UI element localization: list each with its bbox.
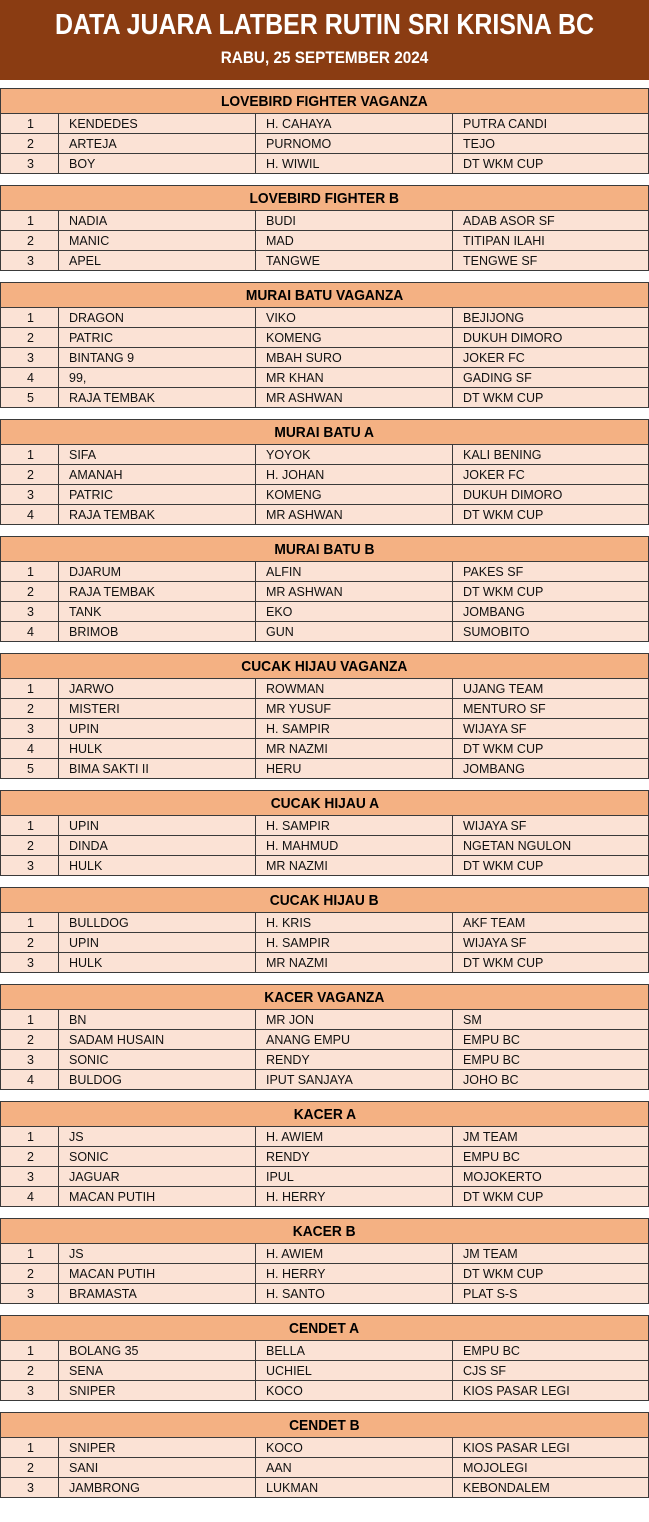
rank-cell: 3 — [1, 602, 59, 622]
team-cell: AKF TEAM — [453, 913, 649, 933]
bird-name-cell: JAMBRONG — [59, 1478, 256, 1498]
bird-name-cell: SONIC — [59, 1147, 256, 1167]
owner-cell: LUKMAN — [256, 1478, 453, 1498]
bird-name-cell: SNIPER — [59, 1381, 256, 1401]
owner-cell: AAN — [256, 1458, 453, 1478]
category-title — [1, 654, 649, 679]
rank-cell: 1 — [1, 1010, 59, 1030]
table-row — [1, 1284, 649, 1304]
table-row — [1, 465, 649, 485]
rank-cell: 1 — [1, 1127, 59, 1147]
team-cell: WIJAYA SF — [453, 933, 649, 953]
owner-cell: BELLA — [256, 1341, 453, 1361]
table-row — [1, 759, 649, 779]
bird-name-cell: TANK — [59, 602, 256, 622]
category-section — [0, 419, 649, 525]
rank-cell: 3 — [1, 1381, 59, 1401]
bird-name-cell: SADAM HUSAIN — [59, 1030, 256, 1050]
rank-cell: 3 — [1, 1050, 59, 1070]
results-table — [0, 1101, 649, 1207]
team-cell: DT WKM CUP — [453, 1264, 649, 1284]
team-cell: DT WKM CUP — [453, 953, 649, 973]
category-section — [0, 1218, 649, 1304]
owner-cell: H. SAMPIR — [256, 816, 453, 836]
table-row — [1, 1244, 649, 1264]
team-cell: JOMBANG — [453, 759, 649, 779]
results-table — [0, 282, 649, 408]
rank-cell: 4 — [1, 622, 59, 642]
team-cell: JOKER FC — [453, 348, 649, 368]
category-title-text: KACER VAGANZA — [264, 988, 385, 1006]
owner-cell: HERU — [256, 759, 453, 779]
table-row — [1, 1438, 649, 1458]
category-title-text: CUCAK HIJAU VAGANZA — [241, 657, 408, 675]
team-cell: JOHO BC — [453, 1070, 649, 1090]
bird-name-cell: JS — [59, 1127, 256, 1147]
bird-name-cell: BRAMASTA — [59, 1284, 256, 1304]
category-section — [0, 1315, 649, 1401]
rank-cell: 2 — [1, 1458, 59, 1478]
bird-name-cell: DINDA — [59, 836, 256, 856]
owner-cell: KOMENG — [256, 328, 453, 348]
rank-cell: 3 — [1, 251, 59, 271]
owner-cell: H. AWIEM — [256, 1127, 453, 1147]
bird-name-cell: DRAGON — [59, 308, 256, 328]
category-title-text: LOVEBIRD FIGHTER B — [249, 189, 400, 207]
category-title — [1, 791, 649, 816]
bird-name-cell: DJARUM — [59, 562, 256, 582]
team-cell: PUTRA CANDI — [453, 114, 649, 134]
table-row — [1, 1187, 649, 1207]
rank-cell: 3 — [1, 348, 59, 368]
rank-cell: 3 — [1, 1167, 59, 1187]
table-row — [1, 388, 649, 408]
owner-cell: RENDY — [256, 1147, 453, 1167]
bird-name-cell: SONIC — [59, 1050, 256, 1070]
table-row — [1, 1458, 649, 1478]
results-table — [0, 653, 649, 779]
rank-cell: 4 — [1, 739, 59, 759]
bird-name-cell: BINTANG 9 — [59, 348, 256, 368]
bird-name-cell: PATRIC — [59, 485, 256, 505]
rank-cell: 3 — [1, 485, 59, 505]
owner-cell: H. JOHAN — [256, 465, 453, 485]
category-title-text: KACER A — [293, 1105, 356, 1123]
results-table — [0, 536, 649, 642]
owner-cell: KOMENG — [256, 485, 453, 505]
rank-cell: 4 — [1, 368, 59, 388]
rank-cell: 1 — [1, 913, 59, 933]
team-cell: MENTURO SF — [453, 699, 649, 719]
table-row — [1, 1127, 649, 1147]
team-cell: PAKES SF — [453, 562, 649, 582]
team-cell: DT WKM CUP — [453, 1187, 649, 1207]
owner-cell: UCHIEL — [256, 1361, 453, 1381]
team-cell: JOMBANG — [453, 602, 649, 622]
table-row — [1, 602, 649, 622]
table-row — [1, 816, 649, 836]
bird-name-cell: HULK — [59, 739, 256, 759]
rank-cell: 1 — [1, 1438, 59, 1458]
table-row — [1, 1341, 649, 1361]
team-cell: DUKUH DIMORO — [453, 485, 649, 505]
team-cell: SM — [453, 1010, 649, 1030]
bird-name-cell: BULDOG — [59, 1070, 256, 1090]
team-cell: MOJOLEGI — [453, 1458, 649, 1478]
table-row — [1, 348, 649, 368]
team-cell: MOJOKERTO — [453, 1167, 649, 1187]
category-section — [0, 1101, 649, 1207]
owner-cell: MR ASHWAN — [256, 505, 453, 525]
owner-cell: IPUT SANJAYA — [256, 1070, 453, 1090]
bird-name-cell: MISTERI — [59, 699, 256, 719]
team-cell: WIJAYA SF — [453, 719, 649, 739]
rank-cell: 2 — [1, 1147, 59, 1167]
bird-name-cell: JS — [59, 1244, 256, 1264]
rank-cell: 1 — [1, 1341, 59, 1361]
owner-cell: H. HERRY — [256, 1264, 453, 1284]
team-cell: JM TEAM — [453, 1127, 649, 1147]
owner-cell: VIKO — [256, 308, 453, 328]
category-section — [0, 1412, 649, 1498]
rank-cell: 1 — [1, 816, 59, 836]
rank-cell: 1 — [1, 679, 59, 699]
rank-cell: 1 — [1, 1244, 59, 1264]
rank-cell: 2 — [1, 134, 59, 154]
results-table — [0, 790, 649, 876]
table-row — [1, 913, 649, 933]
results-table — [0, 88, 649, 174]
table-row — [1, 1050, 649, 1070]
rank-cell: 4 — [1, 1070, 59, 1090]
table-row — [1, 679, 649, 699]
category-title — [1, 283, 649, 308]
owner-cell: MR NAZMI — [256, 856, 453, 876]
owner-cell: ANANG EMPU — [256, 1030, 453, 1050]
team-cell: PLAT S-S — [453, 1284, 649, 1304]
rank-cell: 1 — [1, 445, 59, 465]
team-cell: TITIPAN ILAHI — [453, 231, 649, 251]
category-title — [1, 985, 649, 1010]
owner-cell: BUDI — [256, 211, 453, 231]
rank-cell: 3 — [1, 1284, 59, 1304]
results-list — [0, 88, 649, 1509]
bird-name-cell: ARTEJA — [59, 134, 256, 154]
bird-name-cell: SIFA — [59, 445, 256, 465]
owner-cell: MAD — [256, 231, 453, 251]
category-title — [1, 888, 649, 913]
rank-cell: 1 — [1, 308, 59, 328]
results-table — [0, 1315, 649, 1401]
rank-cell: 2 — [1, 582, 59, 602]
owner-cell: ALFIN — [256, 562, 453, 582]
owner-cell: H. MAHMUD — [256, 836, 453, 856]
category-title — [1, 1316, 649, 1341]
bird-name-cell: AMANAH — [59, 465, 256, 485]
table-row — [1, 582, 649, 602]
table-row — [1, 368, 649, 388]
owner-cell: H. SAMPIR — [256, 933, 453, 953]
category-title-text: CUCAK HIJAU B — [270, 891, 379, 909]
rank-cell: 2 — [1, 465, 59, 485]
team-cell: ADAB ASOR SF — [453, 211, 649, 231]
team-cell: JOKER FC — [453, 465, 649, 485]
category-title — [1, 89, 649, 114]
page-date: RABU, 25 SEPTEMBER 2024 — [220, 48, 429, 67]
team-cell: EMPU BC — [453, 1147, 649, 1167]
bird-name-cell: UPIN — [59, 816, 256, 836]
owner-cell: MR JON — [256, 1010, 453, 1030]
owner-cell: H. AWIEM — [256, 1244, 453, 1264]
table-row — [1, 211, 649, 231]
owner-cell: RENDY — [256, 1050, 453, 1070]
owner-cell: MR KHAN — [256, 368, 453, 388]
bird-name-cell: SANI — [59, 1458, 256, 1478]
results-table — [0, 185, 649, 271]
category-title-text: LOVEBIRD FIGHTER VAGANZA — [221, 92, 428, 110]
rank-cell: 2 — [1, 1030, 59, 1050]
bird-name-cell: BN — [59, 1010, 256, 1030]
rank-cell: 4 — [1, 505, 59, 525]
table-row — [1, 154, 649, 174]
team-cell: UJANG TEAM — [453, 679, 649, 699]
bird-name-cell: PATRIC — [59, 328, 256, 348]
rank-cell: 2 — [1, 1361, 59, 1381]
results-table — [0, 419, 649, 525]
bird-name-cell: RAJA TEMBAK — [59, 505, 256, 525]
table-row — [1, 445, 649, 465]
category-section — [0, 185, 649, 271]
rank-cell: 4 — [1, 1187, 59, 1207]
bird-name-cell: BIMA SAKTI II — [59, 759, 256, 779]
team-cell: EMPU BC — [453, 1341, 649, 1361]
team-cell: DT WKM CUP — [453, 582, 649, 602]
category-section — [0, 282, 649, 408]
category-title-text: KACER B — [293, 1222, 356, 1240]
team-cell: EMPU BC — [453, 1030, 649, 1050]
team-cell: TEJO — [453, 134, 649, 154]
category-title — [1, 537, 649, 562]
bird-name-cell: KENDEDES — [59, 114, 256, 134]
bird-name-cell: RAJA TEMBAK — [59, 388, 256, 408]
category-section — [0, 790, 649, 876]
category-title-text: CENDET B — [289, 1416, 360, 1434]
team-cell: BEJIJONG — [453, 308, 649, 328]
rank-cell: 2 — [1, 328, 59, 348]
category-section — [0, 88, 649, 174]
bird-name-cell: NADIA — [59, 211, 256, 231]
table-row — [1, 953, 649, 973]
table-row — [1, 114, 649, 134]
rank-cell: 2 — [1, 836, 59, 856]
owner-cell: MR NAZMI — [256, 739, 453, 759]
owner-cell: IPUL — [256, 1167, 453, 1187]
table-row — [1, 505, 649, 525]
owner-cell: H. SAMPIR — [256, 719, 453, 739]
team-cell: DT WKM CUP — [453, 505, 649, 525]
category-title — [1, 1413, 649, 1438]
team-cell: DT WKM CUP — [453, 856, 649, 876]
owner-cell: H. KRIS — [256, 913, 453, 933]
owner-cell: PURNOMO — [256, 134, 453, 154]
rank-cell: 3 — [1, 856, 59, 876]
rank-cell: 5 — [1, 388, 59, 408]
table-row — [1, 699, 649, 719]
category-title — [1, 1219, 649, 1244]
team-cell: DUKUH DIMORO — [453, 328, 649, 348]
category-title-text: CUCAK HIJAU A — [270, 794, 379, 812]
table-row — [1, 1070, 649, 1090]
page-title: DATA JUARA LATBER RUTIN SRI KRISNA BC — [55, 9, 594, 41]
table-row — [1, 1361, 649, 1381]
category-title-text: MURAI BATU VAGANZA — [245, 286, 404, 304]
owner-cell: GUN — [256, 622, 453, 642]
team-cell: GADING SF — [453, 368, 649, 388]
category-section — [0, 887, 649, 973]
table-row — [1, 719, 649, 739]
bird-name-cell: RAJA TEMBAK — [59, 582, 256, 602]
rank-cell: 2 — [1, 933, 59, 953]
table-row — [1, 1030, 649, 1050]
team-cell: DT WKM CUP — [453, 154, 649, 174]
table-row — [1, 1167, 649, 1187]
team-cell: KALI BENING — [453, 445, 649, 465]
page-header — [0, 0, 649, 80]
owner-cell: H. WIWIL — [256, 154, 453, 174]
table-row — [1, 836, 649, 856]
table-row — [1, 622, 649, 642]
owner-cell: EKO — [256, 602, 453, 622]
rank-cell: 2 — [1, 699, 59, 719]
team-cell: JM TEAM — [453, 1244, 649, 1264]
owner-cell: MR ASHWAN — [256, 582, 453, 602]
rank-cell: 3 — [1, 154, 59, 174]
table-row — [1, 485, 649, 505]
owner-cell: KOCO — [256, 1381, 453, 1401]
owner-cell: MR ASHWAN — [256, 388, 453, 408]
table-row — [1, 1147, 649, 1167]
rank-cell: 1 — [1, 562, 59, 582]
results-table — [0, 887, 649, 973]
owner-cell: H. HERRY — [256, 1187, 453, 1207]
team-cell: EMPU BC — [453, 1050, 649, 1070]
owner-cell: MBAH SURO — [256, 348, 453, 368]
owner-cell: KOCO — [256, 1438, 453, 1458]
table-row — [1, 1381, 649, 1401]
bird-name-cell: BULLDOG — [59, 913, 256, 933]
bird-name-cell: UPIN — [59, 933, 256, 953]
rank-cell: 3 — [1, 719, 59, 739]
bird-name-cell: MANIC — [59, 231, 256, 251]
rank-cell: 2 — [1, 1264, 59, 1284]
team-cell: WIJAYA SF — [453, 816, 649, 836]
owner-cell: H. SANTO — [256, 1284, 453, 1304]
bird-name-cell: SNIPER — [59, 1438, 256, 1458]
bird-name-cell: HULK — [59, 856, 256, 876]
bird-name-cell: BOLANG 35 — [59, 1341, 256, 1361]
rank-cell: 2 — [1, 231, 59, 251]
owner-cell: ROWMAN — [256, 679, 453, 699]
team-cell: CJS SF — [453, 1361, 649, 1381]
table-row — [1, 1264, 649, 1284]
table-row — [1, 1010, 649, 1030]
team-cell: KEBONDALEM — [453, 1478, 649, 1498]
bird-name-cell: BOY — [59, 154, 256, 174]
category-section — [0, 653, 649, 779]
table-row — [1, 856, 649, 876]
team-cell: KIOS PASAR LEGI — [453, 1381, 649, 1401]
owner-cell: YOYOK — [256, 445, 453, 465]
table-row — [1, 328, 649, 348]
rank-cell: 3 — [1, 1478, 59, 1498]
results-table — [0, 1218, 649, 1304]
rank-cell: 1 — [1, 114, 59, 134]
table-row — [1, 1478, 649, 1498]
bird-name-cell: SENA — [59, 1361, 256, 1381]
team-cell: SUMOBITO — [453, 622, 649, 642]
table-row — [1, 231, 649, 251]
table-row — [1, 933, 649, 953]
table-row — [1, 308, 649, 328]
category-title-text: MURAI BATU B — [274, 540, 375, 558]
team-cell: TENGWE SF — [453, 251, 649, 271]
owner-cell: MR YUSUF — [256, 699, 453, 719]
team-cell: NGETAN NGULON — [453, 836, 649, 856]
table-row — [1, 562, 649, 582]
category-title — [1, 420, 649, 445]
rank-cell: 5 — [1, 759, 59, 779]
rank-cell: 1 — [1, 211, 59, 231]
bird-name-cell: APEL — [59, 251, 256, 271]
rank-cell: 3 — [1, 953, 59, 973]
bird-name-cell: UPIN — [59, 719, 256, 739]
bird-name-cell: BRIMOB — [59, 622, 256, 642]
bird-name-cell: MACAN PUTIH — [59, 1187, 256, 1207]
category-section — [0, 536, 649, 642]
category-section — [0, 984, 649, 1090]
category-title — [1, 186, 649, 211]
bird-name-cell: JARWO — [59, 679, 256, 699]
bird-name-cell: HULK — [59, 953, 256, 973]
bird-name-cell: JAGUAR — [59, 1167, 256, 1187]
table-row — [1, 739, 649, 759]
owner-cell: H. CAHAYA — [256, 114, 453, 134]
team-cell: DT WKM CUP — [453, 388, 649, 408]
category-title-text: CENDET A — [289, 1319, 360, 1337]
table-row — [1, 251, 649, 271]
category-title — [1, 1102, 649, 1127]
results-table — [0, 1412, 649, 1498]
owner-cell: MR NAZMI — [256, 953, 453, 973]
team-cell: DT WKM CUP — [453, 739, 649, 759]
bird-name-cell: MACAN PUTIH — [59, 1264, 256, 1284]
category-title-text: MURAI BATU A — [274, 423, 375, 441]
results-table — [0, 984, 649, 1090]
owner-cell: TANGWE — [256, 251, 453, 271]
bird-name-cell: 99, — [59, 368, 256, 388]
team-cell: KIOS PASAR LEGI — [453, 1438, 649, 1458]
table-row — [1, 134, 649, 154]
